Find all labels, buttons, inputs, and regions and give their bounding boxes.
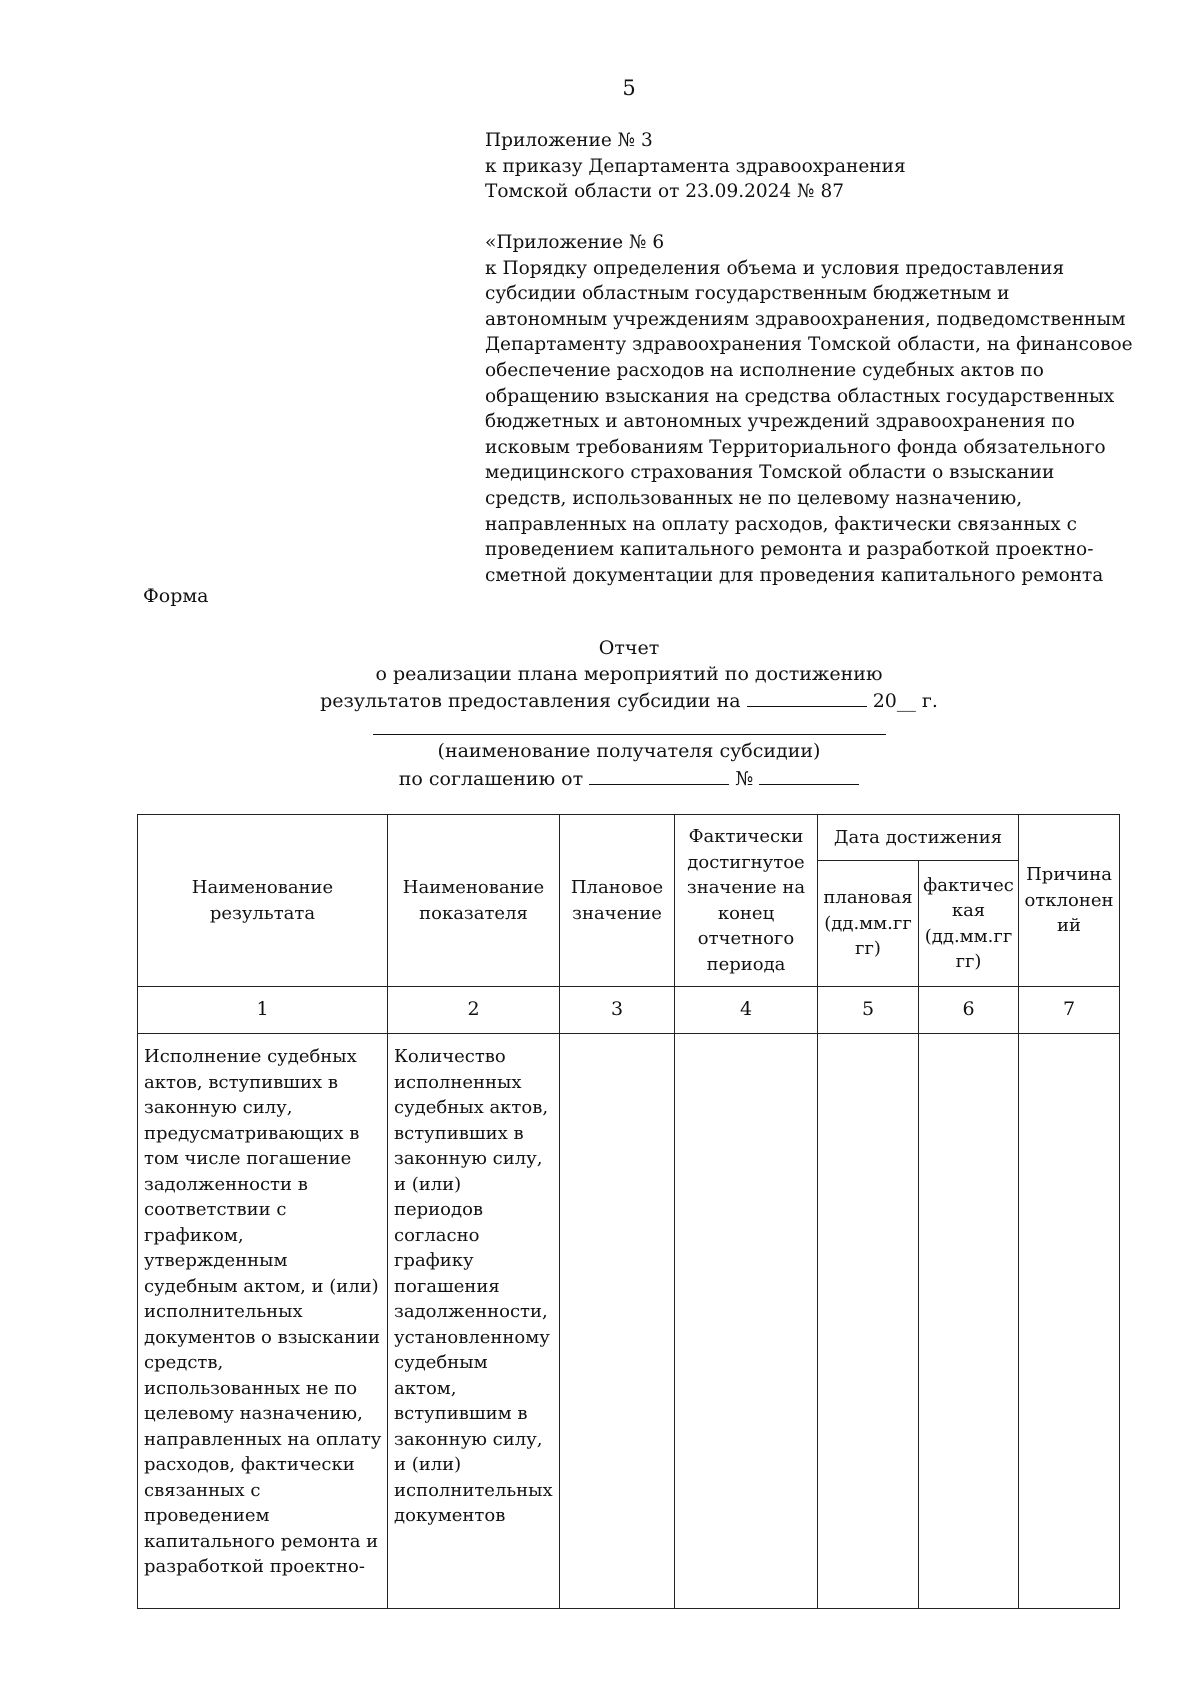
result-name-cell: Исполнение судебных актов, вступивших в законную силу, предусматривающих в том числе погашение задолженности в соответствии с графиком, утвержденным судебным актом, и (или) исполнительных документов о взыскании средств, использованных не по целевому назначению, направленных на оплату расходов, фактически связанных с проведением капитального ремонта и разработкой проектно- xyxy=(138,1034,388,1609)
report-title: Отчет xyxy=(598,637,660,659)
report-period-line xyxy=(0,687,1200,715)
column-number: 3 xyxy=(560,987,675,1034)
actual-date-cell xyxy=(919,1034,1019,1609)
appendix-line: обеспечение расходов на исполнение судебных актов по xyxy=(485,359,1044,381)
appendix-main-reference xyxy=(485,128,1125,205)
header-indicator-name: Наименование показателя xyxy=(388,815,560,987)
header-actual-value: Фактически достигнутое значение на конец отчетного периода xyxy=(675,815,818,987)
header-row-top xyxy=(138,815,1120,861)
appendix-line: медицинского страхования Томской области о взыскании xyxy=(485,462,1055,484)
appendix-line: бюджетных и автономных учреждений здравоохранения по xyxy=(485,411,1075,433)
agreement-date-blank xyxy=(589,765,729,785)
planned-value-cell xyxy=(560,1034,675,1609)
appendix-line: средств, использованных не по целевому назначению, xyxy=(485,487,1023,509)
recipient-caption: (наименование получателя субсидии) xyxy=(437,740,821,762)
header-deviation-reason: Причина отклонен ий xyxy=(1019,815,1120,987)
indicator-name-cell: Количество исполненных судебных актов, вступивших в законную силу, и (или) периодов согласно графику погашения задолженности, установленному судебным актом, вступившим в законную силу, и (или) исполнительных документов xyxy=(388,1034,560,1609)
agreement-prefix: по соглашению от xyxy=(398,767,584,790)
form-label: Форма xyxy=(143,585,209,607)
column-numbers-row xyxy=(138,987,1120,1034)
report-subtitle: о реализации плана мероприятий по достижению xyxy=(375,662,883,685)
column-number: 5 xyxy=(818,987,919,1034)
appendix-line: обращению взыскания на средства областных государственных xyxy=(485,385,1115,407)
appendix-line: направленных на оплату расходов, фактически связанных с xyxy=(485,513,1077,535)
agreement-number-blank xyxy=(759,765,859,785)
appendix-line: исковым требованиям Территориального фонда обязательного xyxy=(485,436,1106,458)
appendix-line: проведением капитального ремонта и разработкой проектно- xyxy=(485,539,1094,561)
appendix-line: Приложение № 3 xyxy=(485,130,653,151)
page-number: 5 xyxy=(622,76,636,100)
report-period-prefix: результатов предоставления субсидии на xyxy=(320,690,741,712)
appendix-line: сметной документации для проведения капитального ремонта xyxy=(485,564,1104,586)
report-title-block xyxy=(0,636,1200,715)
header-planned-value: Плановое значение xyxy=(560,815,675,987)
appendix-line: субсидии областным государственным бюджетным и xyxy=(485,283,1010,305)
column-number: 7 xyxy=(1019,987,1120,1034)
appendix-line: Томской области от 23.09.2024 № 87 xyxy=(485,181,844,203)
column-number: 4 xyxy=(675,987,818,1034)
report-period-blank xyxy=(747,687,867,707)
column-number: 6 xyxy=(919,987,1019,1034)
actual-value-cell xyxy=(675,1034,818,1609)
deviation-reason-cell xyxy=(1019,1034,1120,1609)
report-period-year: 20__ г. xyxy=(872,690,938,712)
header-planned-date: плановая (дд.мм.гг гг) xyxy=(818,861,919,987)
table-row xyxy=(138,1034,1120,1609)
appendix-line: автономным учреждениям здравоохранения, подведомственным xyxy=(485,308,1126,330)
column-number: 2 xyxy=(388,987,560,1034)
agreement-number-sign: № xyxy=(735,767,754,790)
appendix-line: «Приложение № 6 xyxy=(485,232,665,253)
planned-date-cell xyxy=(818,1034,919,1609)
recipient-name-blank xyxy=(373,734,886,735)
appendix-line: к приказу Департамента здравоохранения xyxy=(485,155,906,177)
column-number: 1 xyxy=(138,987,388,1034)
appendix-line: Департаменту здравоохранения Томской области, на финансовое xyxy=(485,334,1133,356)
agreement-line xyxy=(0,765,1200,793)
recipient-block xyxy=(0,739,1200,792)
header-achievement-date: Дата достижения xyxy=(818,815,1019,861)
header-actual-date: фактичес кая (дд.мм.гг гг) xyxy=(919,861,1019,987)
header-result-name: Наименование результата xyxy=(138,815,388,987)
report-table xyxy=(137,814,1120,1609)
appendix-line: к Порядку определения объема и условия предоставления xyxy=(485,257,1065,279)
appendix-procedure-reference xyxy=(485,230,1133,588)
